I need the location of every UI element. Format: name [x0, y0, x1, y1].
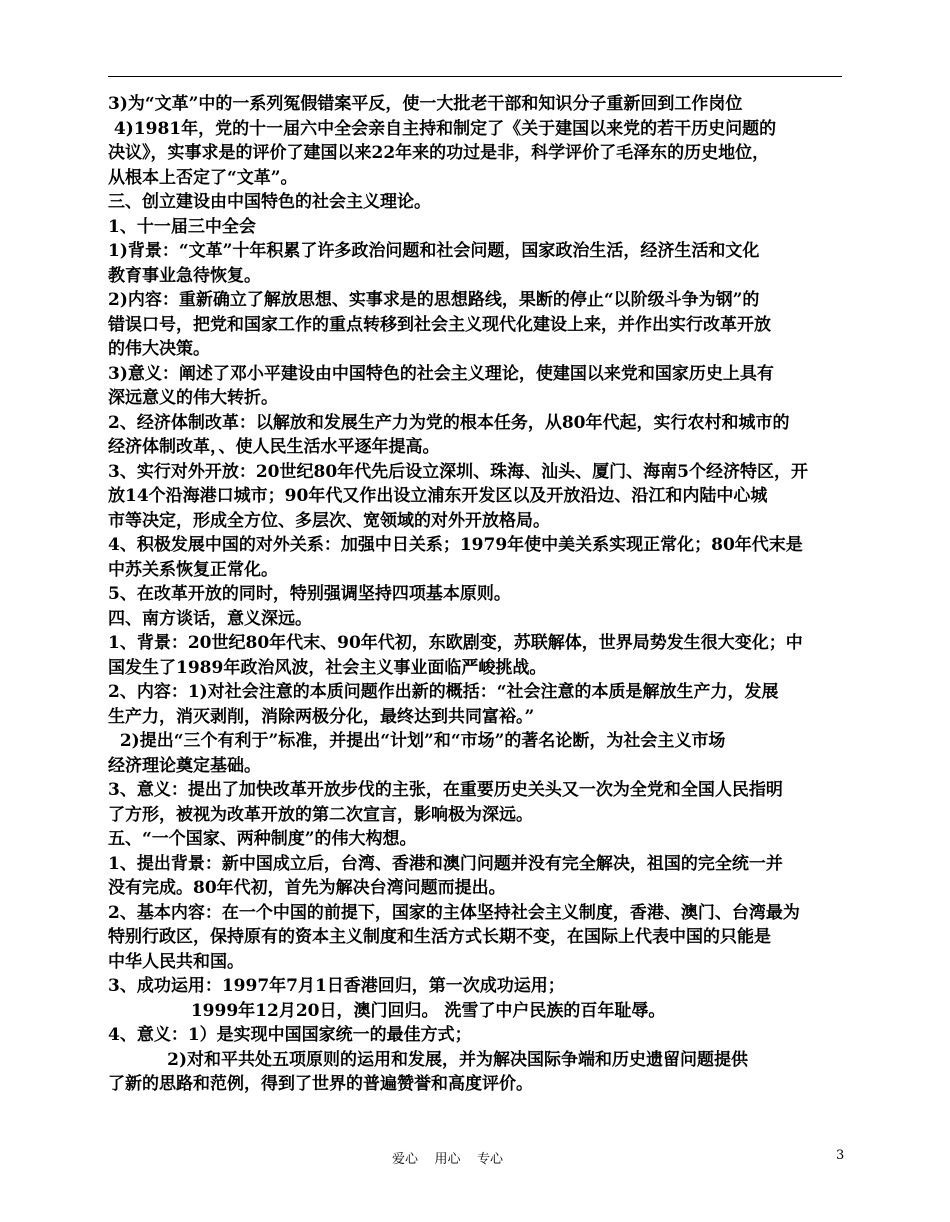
text-line: 市等决定，形成全方位、多层次、宽领域的对外开放格局。 [108, 510, 550, 531]
text-line: 没有完成。80年代初，首先为解决台湾问题而提出。 [108, 878, 506, 898]
text-line: 3)意义：阐述了邓小平建设由中国特色的社会主义理论，使建国以来党和国家历史上具有 [108, 363, 774, 384]
text-line: 四、南方谈话，意义深远。 [108, 608, 312, 629]
document-body [108, 92, 842, 1097]
text-line: 1、十一届三中全会 [108, 216, 256, 237]
header-rule [108, 76, 842, 77]
text-line: 1999年12月20日，澳门回归。 洗雪了中户民族的百年耻辱。 [108, 1000, 666, 1021]
footer-text: 爱心 用心 专心 [392, 1152, 504, 1167]
text-line: 中苏关系恢复正常化。 [108, 559, 278, 580]
page-footer [0, 1148, 950, 1168]
text-line: 放14个沿海港口城市；90年代又作出设立浦东开发区以及开放沿边、沿江和内陆中心城 [108, 486, 768, 506]
text-line: 3、实行对外开放：20世纪80年代先后设立深圳、珠海、汕头、厦门、海南5个经济特区，开 [108, 461, 808, 482]
text-line: 3)为“文革”中的一系列冤假错案平反，使一大批老干部和知识分子重新回到工作岗位 [108, 94, 743, 114]
text-line: 2)对和平共处五项原则的运用和发展，并为解决国际争端和历史遗留问题提供 [108, 1049, 749, 1070]
text-line: 决议》，实事求是的评价了建国以来22年来的功过是非，科学评价了毛泽东的历史地位， [108, 143, 770, 163]
text-line: 生产力，消灭剥削，消除两极分化，最终达到共同富裕。” [108, 706, 535, 727]
text-line: 2、内容：1)对社会注意的本质问题作出新的概括：“社会注意的本质是解放生产力，发展 [108, 682, 779, 702]
text-line: 2)内容：重新确立了解放思想、实事求是的思想路线，果断的停止“以阶级斗争为钢”的 [108, 290, 760, 310]
text-line: 4、积极发展中国的对外关系：加强中日关系；1979年使中美关系实现正常化；80年代末是 [108, 535, 803, 555]
text-line: 2、经济体制改革：以解放和发展生产力为党的根本任务，从80年代起，实行农村和城市的 [108, 412, 790, 433]
text-line: 3、意义：提出了加快改革开放步伐的主张，在重要历史关头又一次为全党和全国人民指明 [108, 780, 783, 800]
text-line: 经济体制改革，、使人民生活水平逐年提高。 [108, 437, 440, 457]
text-line: 错误口号，把党和国家工作的重点转移到社会主义现代化建设上来，并作出实行改革开放 [108, 314, 771, 335]
text-line: 教育事业急待恢复。 [108, 265, 261, 286]
text-line: 1、背景：20世纪80年代末、90年代初，东欧剧变，苏联解体，世界局势发生很大变化；中 [108, 633, 803, 653]
text-line: 五、“一个国家、两种制度”的伟大构想。 [108, 829, 417, 849]
text-line: 中华人民共和国。 [108, 951, 244, 972]
text-line: 1、提出背景：新中国成立后，台湾、香港和澳门问题并没有完全解决，祖国的完全统一并 [108, 853, 783, 874]
text-line: 从根本上否定了“文革”。 [108, 167, 298, 188]
text-line: 三、创立建设由中国特色的社会主义理论。 [108, 192, 431, 212]
text-line: 4、意义：1）是实现中国国家统一的最佳方式； [108, 1025, 472, 1045]
text-line: 国发生了1989年政治风波，社会主义事业面临严峻挑战。 [108, 657, 547, 678]
text-line: 2)提出“三个有利于”标准，并提出“计划”和“市场”的著名论断，为社会主义市场 [108, 731, 726, 751]
text-line: 了方形，被视为改革开放的第二次宣言，影响极为深远。 [108, 804, 533, 825]
text-line: 深远意义的伟大转折。 [108, 388, 278, 408]
text-line: 经济理论奠定基础。 [108, 755, 261, 776]
text-line: 3、成功运用：1997年7月1日香港回归，第一次成功运用； [108, 976, 565, 996]
text-line: 2、基本内容：在一个中国的前提下，国家的主体坚持社会主义制度，香港、澳门、台湾最为 [108, 902, 800, 923]
text-line: 的伟大决策。 [108, 339, 210, 359]
text-line: 特别行政区，保持原有的资本主义制度和生活方式长期不变，在国际上代表中国的只能是 [108, 927, 771, 947]
text-line: 1)背景：“文革”十年积累了许多政治问题和社会问题，国家政治生活，经济生活和文化 [108, 241, 760, 261]
text-line: 4)1981年，党的十一届六中全会亲自主持和制定了《关于建国以来党的若干历史问题的 [108, 118, 777, 139]
page-number: 3 [836, 1148, 845, 1163]
text-line: 5、在改革开放的同时，特别强调坚持四项基本原则。 [108, 584, 511, 604]
text-line: 了新的思路和范例，得到了世界的普遍赞誉和高度评价。 [108, 1074, 533, 1094]
